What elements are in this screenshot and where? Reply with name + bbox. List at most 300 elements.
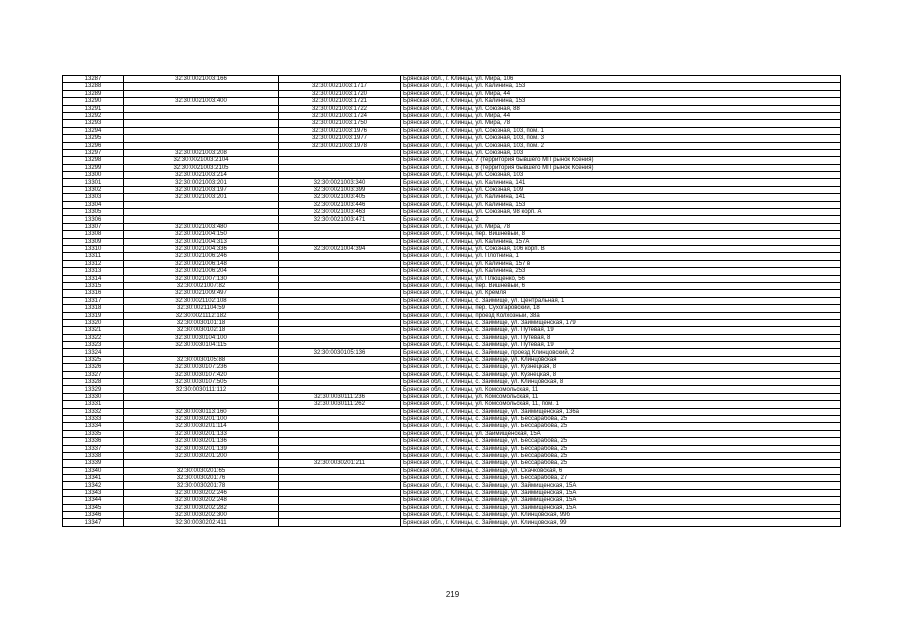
table-row <box>63 172 841 179</box>
land-cadastral-number-cell <box>124 460 279 467</box>
land-cadastral-number-cell: 32:30:0021009:497 <box>124 290 279 297</box>
land-cadastral-number-cell: 32:30:0030201:133 <box>124 430 279 437</box>
land-cadastral-number-cell: 32:30:0030107:420 <box>124 371 279 378</box>
address-cell: Брянская обл., г. Клинцы, с. Займище, ул. Скачковская, 6 <box>401 467 841 474</box>
table-row <box>63 475 841 482</box>
building-cadastral-number-cell <box>279 149 401 156</box>
row-number-cell: 13323 <box>63 342 124 349</box>
row-number-cell: 13300 <box>63 172 124 179</box>
land-cadastral-number-cell <box>124 90 279 97</box>
row-number-cell: 13318 <box>63 305 124 312</box>
table-row <box>63 120 841 127</box>
table-row <box>63 238 841 245</box>
row-number-cell: 13315 <box>63 282 124 289</box>
row-number-cell: 13320 <box>63 319 124 326</box>
table-row <box>63 297 841 304</box>
address-cell: Брянская обл., г. Клинцы, ул. Союзная, 106 корп. В <box>401 245 841 252</box>
row-number-cell: 13304 <box>63 201 124 208</box>
row-number-cell: 13339 <box>63 460 124 467</box>
building-cadastral-number-cell <box>279 297 401 304</box>
table-row <box>63 393 841 400</box>
land-cadastral-number-cell <box>124 201 279 208</box>
table-row <box>63 386 841 393</box>
address-cell: Брянская обл., г. Клинцы, ул. Союзная, 103, пом. 3 <box>401 135 841 142</box>
building-cadastral-number-cell: 32:30:0021003:1721 <box>279 98 401 105</box>
row-number-cell: 13290 <box>63 98 124 105</box>
land-cadastral-number-cell: 32:30:0021003:2104 <box>124 157 279 164</box>
address-cell: Брянская обл., г. Клинцы, с. Займище, ул. Бессарабова, 25 <box>401 415 841 422</box>
land-cadastral-number-cell: 32:30:0021003:214 <box>124 172 279 179</box>
building-cadastral-number-cell <box>279 342 401 349</box>
table-row <box>63 334 841 341</box>
address-cell: Брянская обл., г. Клинцы, ул. Калинина, 141 <box>401 179 841 186</box>
address-cell: Брянская обл., г. Клинцы, с. Займище, ул. Займищенская, 179 <box>401 319 841 326</box>
land-cadastral-number-cell: 32:30:0030202:282 <box>124 504 279 511</box>
address-cell: Брянская обл., г. Клинцы, ул. Союзная, 103, пом. 2 <box>401 142 841 149</box>
table-row <box>63 260 841 267</box>
row-number-cell: 13295 <box>63 135 124 142</box>
building-cadastral-number-cell <box>279 364 401 371</box>
land-cadastral-number-cell: 32:30:0021003:166 <box>124 76 279 83</box>
building-cadastral-number-cell <box>279 268 401 275</box>
building-cadastral-number-cell: 32:30:0021004:394 <box>279 245 401 252</box>
land-cadastral-number-cell: 32:30:0021112:182 <box>124 312 279 319</box>
row-number-cell: 13312 <box>63 260 124 267</box>
land-cadastral-number-cell: 32:30:0021102:108 <box>124 297 279 304</box>
row-number-cell: 13299 <box>63 164 124 171</box>
building-cadastral-number-cell <box>279 386 401 393</box>
table-row <box>63 445 841 452</box>
address-cell: Брянская обл., г. Клинцы, ул. Союзная, 88 <box>401 105 841 112</box>
row-number-cell: 13343 <box>63 489 124 496</box>
table-row <box>63 194 841 201</box>
address-cell: Брянская обл., г. Клинцы, с. Займище, ул. Кузнецкая, 8 <box>401 364 841 371</box>
table-row <box>63 157 841 164</box>
land-cadastral-number-cell: 32:30:0021003:197 <box>124 186 279 193</box>
building-cadastral-number-cell <box>279 482 401 489</box>
table-row <box>63 482 841 489</box>
building-cadastral-number-cell: 32:30:0021003:399 <box>279 186 401 193</box>
table-row <box>63 223 841 230</box>
building-cadastral-number-cell: 32:30:0021003:463 <box>279 209 401 216</box>
address-cell: Брянская обл., г. Клинцы, пер. Сухогаровский, 18 <box>401 305 841 312</box>
row-number-cell: 13337 <box>63 445 124 452</box>
row-number-cell: 13302 <box>63 186 124 193</box>
row-number-cell: 13319 <box>63 312 124 319</box>
row-number-cell: 13317 <box>63 297 124 304</box>
address-cell: Брянская обл., г. Клинцы, пер. Вишневый, 6 <box>401 282 841 289</box>
row-number-cell: 13307 <box>63 223 124 230</box>
building-cadastral-number-cell <box>279 445 401 452</box>
table-row <box>63 467 841 474</box>
land-cadastral-number-cell <box>124 142 279 149</box>
address-cell: Брянская обл., г. Клинцы, ул. Калинина, 153 <box>401 201 841 208</box>
building-cadastral-number-cell <box>279 519 401 526</box>
address-cell: Брянская обл., г. Клинцы, ул. Комсомольская, 11 <box>401 393 841 400</box>
address-cell: Брянская обл., г. Клинцы, ул. Плющенко, 56 <box>401 275 841 282</box>
table-row <box>63 460 841 467</box>
row-number-cell: 13297 <box>63 149 124 156</box>
table-row <box>63 415 841 422</box>
land-cadastral-number-cell: 32:30:0021004:336 <box>124 245 279 252</box>
row-number-cell: 13296 <box>63 142 124 149</box>
row-number-cell: 13331 <box>63 401 124 408</box>
address-cell: Брянская обл., г. Клинцы, с. Займище, ул. Бессарабова, 25 <box>401 460 841 467</box>
address-cell: Брянская обл., г. Клинцы, с. Займище, ул. Клинцовская, 8 <box>401 379 841 386</box>
building-cadastral-number-cell: 32:30:0030201:211 <box>279 460 401 467</box>
building-cadastral-number-cell: 32:30:0021003:340 <box>279 179 401 186</box>
row-number-cell: 13321 <box>63 327 124 334</box>
building-cadastral-number-cell <box>279 253 401 260</box>
table-row <box>63 268 841 275</box>
land-cadastral-number-cell: 32:30:0021003:2105 <box>124 164 279 171</box>
building-cadastral-number-cell <box>279 164 401 171</box>
building-cadastral-number-cell: 32:30:0021003:1722 <box>279 105 401 112</box>
building-cadastral-number-cell <box>279 334 401 341</box>
building-cadastral-number-cell <box>279 371 401 378</box>
land-cadastral-number-cell: 32:30:0021003:400 <box>124 98 279 105</box>
table-row <box>63 231 841 238</box>
building-cadastral-number-cell <box>279 231 401 238</box>
address-cell: Брянская обл., г. Клинцы, ул. Калинина, 141 <box>401 194 841 201</box>
row-number-cell: 13306 <box>63 216 124 223</box>
row-number-cell: 13342 <box>63 482 124 489</box>
table-row <box>63 245 841 252</box>
land-cadastral-number-cell: 32:30:0021006:204 <box>124 268 279 275</box>
row-number-cell: 13335 <box>63 430 124 437</box>
address-cell: Брянская обл., г. Клинцы, пер. Вишневый, 8 <box>401 231 841 238</box>
address-cell: Брянская обл., г. Клинцы, ул. Мира, 44 <box>401 112 841 119</box>
land-cadastral-number-cell: 32:30:0030201:139 <box>124 445 279 452</box>
table-row <box>63 290 841 297</box>
address-cell: Брянская обл., г. Клинцы, ул. Мира, 78 <box>401 120 841 127</box>
building-cadastral-number-cell: 32:30:0021003:1977 <box>279 135 401 142</box>
table-row <box>63 519 841 526</box>
row-number-cell: 13308 <box>63 231 124 238</box>
table-row <box>63 327 841 334</box>
address-cell: Брянская обл., г. Клинцы, 8 (территория бывшего МП рынок Ксения) <box>401 164 841 171</box>
address-cell: Брянская обл., г. Клинцы, ул. Калинина, 153 <box>401 98 841 105</box>
land-cadastral-number-cell <box>124 209 279 216</box>
land-cadastral-number-cell: 32:30:0021007:82 <box>124 282 279 289</box>
land-cadastral-number-cell: 32:30:0030202:300 <box>124 512 279 519</box>
table-row <box>63 408 841 415</box>
table-row <box>63 127 841 134</box>
table-row <box>63 349 841 356</box>
table-row <box>63 401 841 408</box>
land-cadastral-number-cell <box>124 112 279 119</box>
page-number: 219 <box>445 590 460 599</box>
table-row <box>63 186 841 193</box>
address-cell: Брянская обл., г. Клинцы, 7 (территория бывшего МП рынок Ксения) <box>401 157 841 164</box>
building-cadastral-number-cell <box>279 438 401 445</box>
land-cadastral-number-cell: 32:30:0030201:76 <box>124 475 279 482</box>
row-number-cell: 13332 <box>63 408 124 415</box>
row-number-cell: 13341 <box>63 475 124 482</box>
table-row <box>63 164 841 171</box>
row-number-cell: 13303 <box>63 194 124 201</box>
table-row <box>63 98 841 105</box>
row-number-cell: 13328 <box>63 379 124 386</box>
address-cell: Брянская обл., г. Клинцы, ул. Калинина, 157 в <box>401 260 841 267</box>
address-cell: Брянская обл., г. Клинцы, с. Займище, ул. Займищенская, 15А <box>401 482 841 489</box>
table-row <box>63 371 841 378</box>
row-number-cell: 13292 <box>63 112 124 119</box>
land-cadastral-number-cell: 32:30:0021104:59 <box>124 305 279 312</box>
table-row <box>63 489 841 496</box>
land-cadastral-number-cell: 32:30:0030105:88 <box>124 356 279 363</box>
building-cadastral-number-cell <box>279 408 401 415</box>
land-cadastral-number-cell <box>124 127 279 134</box>
row-number-cell: 13338 <box>63 452 124 459</box>
land-cadastral-number-cell: 32:30:0021003:201 <box>124 194 279 201</box>
row-number-cell: 13346 <box>63 512 124 519</box>
table-row <box>63 105 841 112</box>
address-cell: Брянская обл., г. Клинцы, с. Займище, ул. Клинцовская, 99 <box>401 519 841 526</box>
address-cell: Брянская обл., г. Клинцы, с. Займище, ул. Кузнецкая, 8 <box>401 371 841 378</box>
building-cadastral-number-cell <box>279 157 401 164</box>
table-row <box>63 90 841 97</box>
building-cadastral-number-cell <box>279 504 401 511</box>
land-cadastral-number-cell: 32:30:0030202:411 <box>124 519 279 526</box>
address-cell: Брянская обл., г. Клинцы, с. Займище, ул. Займищенская, 15А <box>401 489 841 496</box>
address-cell: Брянская обл., г. Клинцы, ул. Калинина, 253 <box>401 268 841 275</box>
address-cell: Брянская обл., г. Клинцы, ул. Мира, 78 <box>401 223 841 230</box>
building-cadastral-number-cell: 32:30:0030105:136 <box>279 349 401 356</box>
land-cadastral-number-cell: 32:30:0030202:246 <box>124 489 279 496</box>
table-body <box>63 76 841 527</box>
table-row <box>63 356 841 363</box>
row-number-cell: 13310 <box>63 245 124 252</box>
land-cadastral-number-cell: 32:30:0021003:208 <box>124 149 279 156</box>
table-row <box>63 76 841 83</box>
address-cell: Брянская обл., г. Клинцы, с. Займище, ул. Путевая, 19 <box>401 327 841 334</box>
building-cadastral-number-cell <box>279 305 401 312</box>
address-cell: Брянская обл., г. Клинцы, ул. Калинина, 153 <box>401 83 841 90</box>
address-cell: Брянская обл., г. Клинцы, ул. Союзная, 103, пом. 1 <box>401 127 841 134</box>
building-cadastral-number-cell <box>279 327 401 334</box>
table-row <box>63 438 841 445</box>
building-cadastral-number-cell: 32:30:0021003:1750 <box>279 120 401 127</box>
land-cadastral-number-cell: 32:30:0030201:136 <box>124 438 279 445</box>
table-row <box>63 135 841 142</box>
row-number-cell: 13329 <box>63 386 124 393</box>
land-cadastral-number-cell: 32:30:0021003:480 <box>124 223 279 230</box>
row-number-cell: 13287 <box>63 76 124 83</box>
row-number-cell: 13336 <box>63 438 124 445</box>
address-cell: Брянская обл., г. Клинцы, ул. Калинина, 157А <box>401 238 841 245</box>
row-number-cell: 13294 <box>63 127 124 134</box>
row-number-cell: 13340 <box>63 467 124 474</box>
building-cadastral-number-cell <box>279 223 401 230</box>
table-row <box>63 179 841 186</box>
land-cadastral-number-cell: 32:30:0021004:313 <box>124 238 279 245</box>
address-cell: Брянская обл., г. Клинцы, с. Займище, ул. Путевая, 8 <box>401 334 841 341</box>
land-cadastral-number-cell: 32:30:0030104:100 <box>124 334 279 341</box>
land-cadastral-number-cell: 32:30:0030107:505 <box>124 379 279 386</box>
table-row <box>63 253 841 260</box>
land-cadastral-number-cell: 32:30:0030201:114 <box>124 423 279 430</box>
row-number-cell: 13291 <box>63 105 124 112</box>
table-row <box>63 275 841 282</box>
address-cell: Брянская обл., г. Клинцы, с. Займище, ул. Бессарабова, 27 <box>401 475 841 482</box>
building-cadastral-number-cell <box>279 356 401 363</box>
table-row <box>63 83 841 90</box>
building-cadastral-number-cell <box>279 467 401 474</box>
building-cadastral-number-cell <box>279 497 401 504</box>
building-cadastral-number-cell <box>279 312 401 319</box>
row-number-cell: 13324 <box>63 349 124 356</box>
address-cell: Брянская обл., г. Клинцы, с. Займище, ул. Бессарабова, 25 <box>401 452 841 459</box>
table-row <box>63 312 841 319</box>
address-cell: Брянская обл., г. Клинцы, ул. Комсомольская, 11 <box>401 386 841 393</box>
land-cadastral-number-cell: 32:30:0021006:148 <box>124 260 279 267</box>
building-cadastral-number-cell <box>279 475 401 482</box>
row-number-cell: 13333 <box>63 415 124 422</box>
cadastral-table <box>62 75 841 527</box>
building-cadastral-number-cell <box>279 430 401 437</box>
land-cadastral-number-cell: 32:30:0030113:160 <box>124 408 279 415</box>
building-cadastral-number-cell: 32:30:0021003:405 <box>279 194 401 201</box>
address-cell: Брянская обл., г. Клинцы, с. Займище, проезд Клинцовский, 2 <box>401 349 841 356</box>
address-cell: Брянская обл., г. Клинцы, ул. Комсомольская, 11, пом. 1 <box>401 401 841 408</box>
land-cadastral-number-cell: 32:30:0030202:248 <box>124 497 279 504</box>
table-row <box>63 305 841 312</box>
land-cadastral-number-cell: 32:30:0030201:200 <box>124 452 279 459</box>
building-cadastral-number-cell <box>279 238 401 245</box>
land-cadastral-number-cell: 32:30:0021007:130 <box>124 275 279 282</box>
land-cadastral-number-cell <box>124 216 279 223</box>
land-cadastral-number-cell: 32:30:0021003:201 <box>124 179 279 186</box>
building-cadastral-number-cell: 32:30:0021003:446 <box>279 201 401 208</box>
table-row <box>63 430 841 437</box>
address-cell: Брянская обл., г. Клинцы, с. Займище, ул. Бессарабова, 25 <box>401 423 841 430</box>
table-row <box>63 512 841 519</box>
address-cell: Брянская обл., г. Клинцы, ул. Союзная, 103 <box>401 172 841 179</box>
building-cadastral-number-cell <box>279 172 401 179</box>
building-cadastral-number-cell <box>279 452 401 459</box>
address-cell: Брянская обл., г. Клинцы, с. Займище, ул. Займищенская, 136а <box>401 408 841 415</box>
building-cadastral-number-cell <box>279 282 401 289</box>
address-cell: Брянская обл., г. Клинцы, с. Займище, ул. Клинцовская, 99б <box>401 512 841 519</box>
row-number-cell: 13289 <box>63 90 124 97</box>
row-number-cell: 13314 <box>63 275 124 282</box>
table-row <box>63 112 841 119</box>
row-number-cell: 13301 <box>63 179 124 186</box>
building-cadastral-number-cell: 32:30:0021003:471 <box>279 216 401 223</box>
row-number-cell: 13288 <box>63 83 124 90</box>
building-cadastral-number-cell: 32:30:0021003:1720 <box>279 90 401 97</box>
row-number-cell: 13344 <box>63 497 124 504</box>
building-cadastral-number-cell <box>279 290 401 297</box>
address-cell: Брянская обл., г. Клинцы, с. Займище, ул. Бессарабова, 25 <box>401 438 841 445</box>
table-row <box>63 216 841 223</box>
building-cadastral-number-cell <box>279 415 401 422</box>
building-cadastral-number-cell: 32:30:0030111:262 <box>279 401 401 408</box>
land-cadastral-number-cell <box>124 83 279 90</box>
table-row <box>63 504 841 511</box>
land-cadastral-number-cell <box>124 135 279 142</box>
address-cell: Брянская обл., г. Клинцы, ул. Союзная, 98 корп. А <box>401 209 841 216</box>
row-number-cell: 13326 <box>63 364 124 371</box>
address-cell: Брянская обл., г. Клинцы, ул. Мира, 106 <box>401 76 841 83</box>
row-number-cell: 13311 <box>63 253 124 260</box>
building-cadastral-number-cell <box>279 423 401 430</box>
row-number-cell: 13347 <box>63 519 124 526</box>
land-cadastral-number-cell: 32:30:0021006:246 <box>124 253 279 260</box>
row-number-cell: 13325 <box>63 356 124 363</box>
table-row <box>63 149 841 156</box>
land-cadastral-number-cell: 32:30:0030201:78 <box>124 482 279 489</box>
address-cell: Брянская обл., г. Клинцы, проезд Колхозный, 38а <box>401 312 841 319</box>
address-cell: Брянская обл., г. Клинцы, ул. Союзная, 109 <box>401 186 841 193</box>
row-number-cell: 13313 <box>63 268 124 275</box>
address-cell: Брянская обл., г. Клинцы, с. Займище, ул. Центральная, 1 <box>401 297 841 304</box>
row-number-cell: 13305 <box>63 209 124 216</box>
row-number-cell: 13298 <box>63 157 124 164</box>
land-cadastral-number-cell <box>124 393 279 400</box>
building-cadastral-number-cell <box>279 379 401 386</box>
address-cell: Брянская обл., г. Клинцы, ул. Займищенская, 15А <box>401 430 841 437</box>
table-row <box>63 201 841 208</box>
building-cadastral-number-cell: 32:30:0021003:1976 <box>279 127 401 134</box>
building-cadastral-number-cell <box>279 489 401 496</box>
address-cell: Брянская обл., г. Клинцы, с. Займище, ул. Клинцовская <box>401 356 841 363</box>
land-cadastral-number-cell: 32:30:0021004:150 <box>124 231 279 238</box>
row-number-cell: 13309 <box>63 238 124 245</box>
address-cell: Брянская обл., г. Клинцы, с. Займище, ул. Путевая, 19 <box>401 342 841 349</box>
address-cell: Брянская обл., г. Клинцы, ул. Плотнина, 1 <box>401 253 841 260</box>
row-number-cell: 13322 <box>63 334 124 341</box>
address-cell: Брянская обл., г. Клинцы, ул. Мира, 44 <box>401 90 841 97</box>
land-cadastral-number-cell: 32:30:0030101:18 <box>124 319 279 326</box>
building-cadastral-number-cell <box>279 76 401 83</box>
row-number-cell: 13316 <box>63 290 124 297</box>
building-cadastral-number-cell <box>279 319 401 326</box>
address-cell: Брянская обл., г. Клинцы, ул. Кремля <box>401 290 841 297</box>
address-cell: Брянская обл., г. Клинцы, с. Займище, ул. Займищенская, 15А <box>401 497 841 504</box>
address-cell: Брянская обл., г. Клинцы, 2 <box>401 216 841 223</box>
land-cadastral-number-cell: 32:30:0030111:112 <box>124 386 279 393</box>
building-cadastral-number-cell: 32:30:0021003:1978 <box>279 142 401 149</box>
land-cadastral-number-cell: 32:30:0030201:65 <box>124 467 279 474</box>
address-cell: Брянская обл., г. Клинцы, ул. Союзная, 103 <box>401 149 841 156</box>
table-row <box>63 452 841 459</box>
land-cadastral-number-cell: 32:30:0030102:18 <box>124 327 279 334</box>
building-cadastral-number-cell: 32:30:0021003:1717 <box>279 83 401 90</box>
table-row <box>63 342 841 349</box>
table-row <box>63 364 841 371</box>
land-cadastral-number-cell <box>124 349 279 356</box>
row-number-cell: 13334 <box>63 423 124 430</box>
table-row <box>63 379 841 386</box>
land-cadastral-number-cell: 32:30:0030201:100 <box>124 415 279 422</box>
building-cadastral-number-cell: 32:30:0030111:236 <box>279 393 401 400</box>
row-number-cell: 13330 <box>63 393 124 400</box>
address-cell: Брянская обл., г. Клинцы, с. Займище, ул. Займищенская, 15А <box>401 504 841 511</box>
land-cadastral-number-cell <box>124 401 279 408</box>
land-cadastral-number-cell <box>124 105 279 112</box>
row-number-cell: 13345 <box>63 504 124 511</box>
building-cadastral-number-cell <box>279 275 401 282</box>
table-row <box>63 282 841 289</box>
table-row <box>63 423 841 430</box>
land-cadastral-number-cell <box>124 120 279 127</box>
address-cell: Брянская обл., г. Клинцы, с. Займище, ул. Бессарабова, 25 <box>401 445 841 452</box>
building-cadastral-number-cell: 32:30:0021003:1724 <box>279 112 401 119</box>
table-row <box>63 142 841 149</box>
building-cadastral-number-cell <box>279 260 401 267</box>
